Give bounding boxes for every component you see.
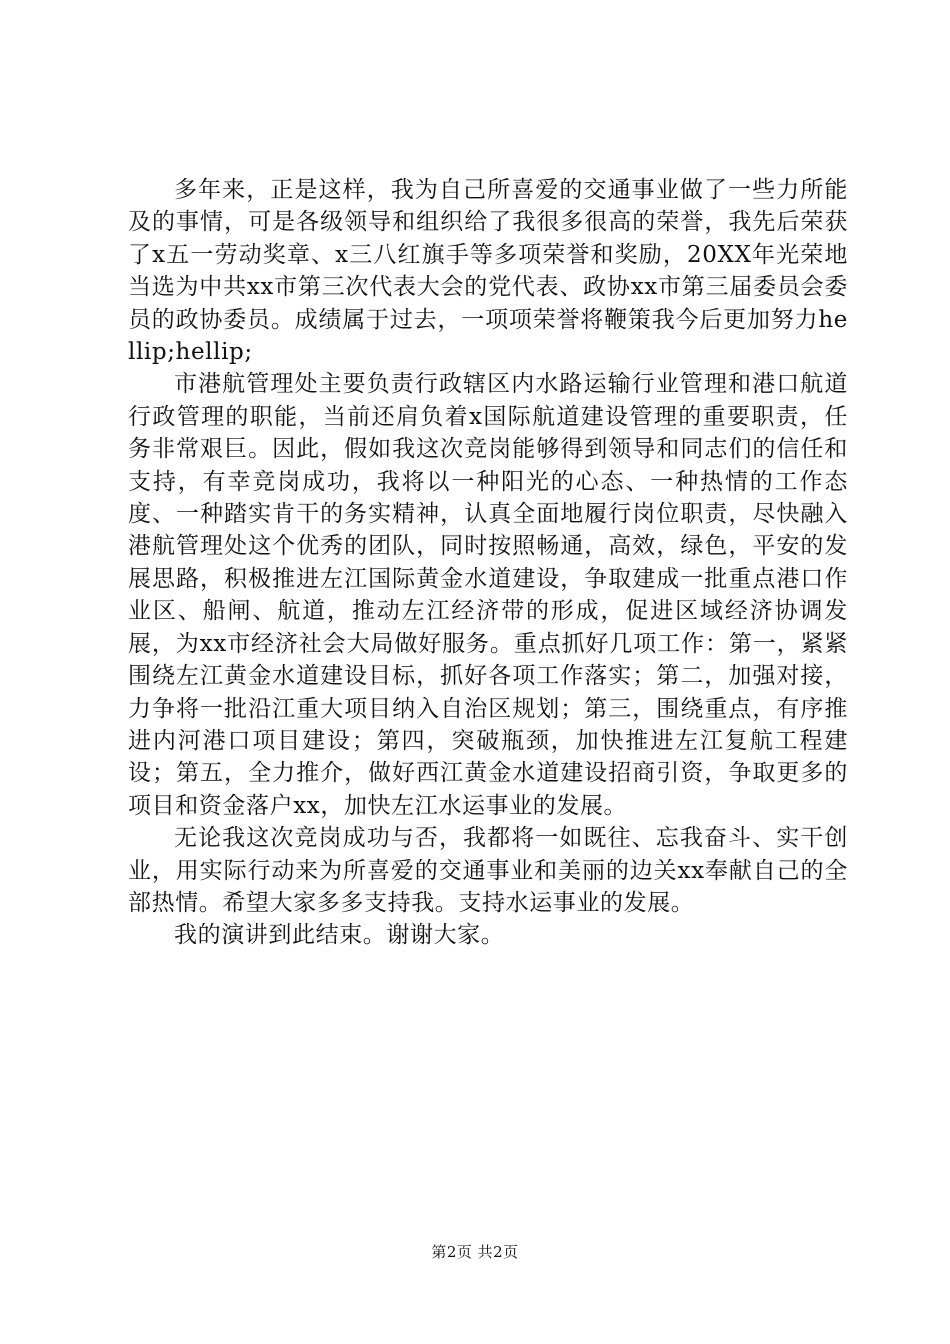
paragraph-closing: 我的演讲到此结束。谢谢大家。: [174, 922, 505, 949]
paragraph-duties-plan: 市港航管理处主要负责行政辖区内水路运输行业管理和港口航道行政管理的职能，当前还肩负着x国际航道建设管理的重要职责，任务非常艰巨。因此，假如我这次竞岗能够得到领导和同志们的信任和支持，有幸竞岗成功，我将以一种阳光的心态、一种热情的工作态度、一种踏实肯干的务实精神，认真全面地履行岗位职责，尽快融入港航管理处这个优秀的团队，同时按照畅通，高效，绿色，平安的发展思路，积极推进左江国际黄金水道建设，争取建成一批重点港口作业区、船闸、航道，推动左江经济带的形成，促进区域经济协调发展，为xx市经济社会大局做好服务。重点抓好几项工作：第一，紧紧围绕左江黄金水道建设目标，抓好各项工作落实；第二，加强对接，力争将一批沿江重大项目纳入自治区规划；第三，围绕重点，有序推进内河港口项目建设；第四，突破瓶颈，加快推进左江复航工程建设；第五，全力推介，做好西江黄金水道建设招商引资，争取更多的项目和资金落户xx，加快左江水运事业的发展。: [128, 371, 848, 819]
document-body: [128, 174, 848, 952]
paragraph-honors: 多年来，正是这样，我为自己所喜爱的交通事业做了一些力所能及的事情，可是各级领导和组织给了我很多很高的荣誉，我先后荣获了x五一劳动奖章、x三八红旗手等多项荣誉和奖励，20XX年光荣地当选为中共xx市第三次代表大会的党代表、政协xx市第三届委员会委员的政协委员。成绩属于过去，一项项荣誉将鞭策我今后更加努力hellip;hellip;: [128, 177, 848, 366]
page-number-footer: 第2页 共2页: [431, 1243, 519, 1261]
paragraph-commitment: 无论我这次竞岗成功与否，我都将一如既往、忘我奋斗、实干创业，用实际行动来为所喜爱的交通事业和美丽的边关xx奉献自己的全部热情。希望大家多多支持我。支持水运事业的发展。: [128, 825, 848, 916]
